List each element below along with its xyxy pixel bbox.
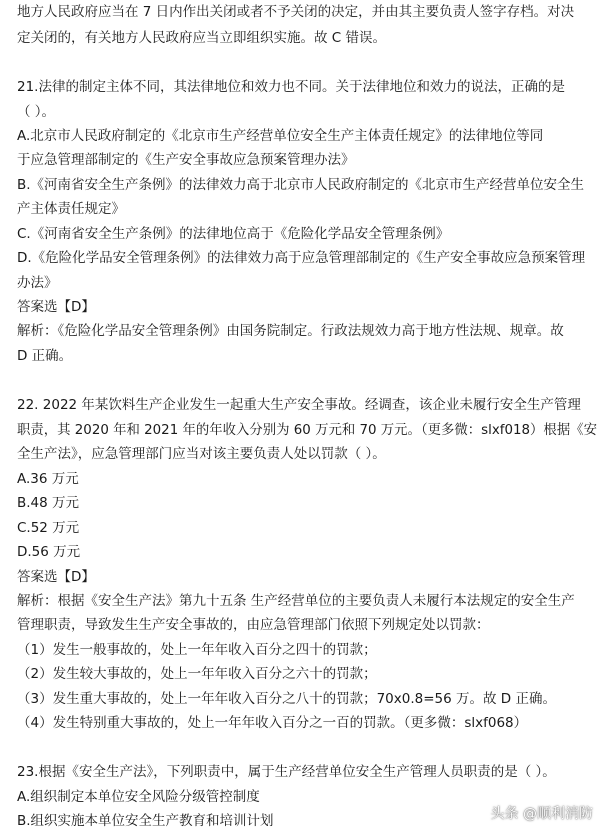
question-21-option-b: B.《河南省安全生产条例》的法律效力高于北京市人民政府制定的《北京市生产经营单位安全生: [17, 177, 585, 193]
question-23-option-b: B.组织实施本单位安全生产教育和培训计划: [17, 813, 274, 829]
question-21-option-d-cont: 办法》: [17, 275, 58, 291]
question-23-stem: 23.根据《安全生产法》，下列职责中，属于生产经营单位安全生产管理人员职责的是（ ）。: [17, 764, 556, 780]
question-22-answer: 答案选【D】: [17, 569, 95, 585]
question-21-option-a-cont: 于应急管理部制定的《生产安全事故应急预案管理办法》: [17, 152, 355, 168]
question-21-option-c: C.《河南省安全生产条例》的法律地位高于《危险化学品安全管理条例》: [17, 226, 450, 242]
question-22-stem-cont: 职责，其 2020 年和 2021 年的年收入分别为 60 万元和 70 万元。（更多微：slxf018）根据《安: [17, 422, 597, 438]
question-21-option-d: D.《危险化学品安全管理条例》的法律效力高于应急管理部制定的《生产安全事故应急预案管理: [17, 250, 586, 266]
question-22-rule-1: （1）发生一般事故的，处上一年年收入百分之四十的罚款；: [17, 642, 377, 658]
question-22-rule-4: （4）发生特别重大事故的，处上一年年收入百分之一百的罚款。（更多微：slxf068）: [17, 715, 528, 731]
question-21-option-b-cont: 产主体责任规定》: [17, 201, 125, 217]
question-22-option-a: A.36 万元: [17, 471, 79, 487]
question-22-rule-2: （2）发生较大事故的，处上一年年收入百分之六十的罚款；: [17, 666, 377, 682]
question-21-explanation-cont: D 正确。: [17, 348, 73, 364]
question-22-option-c: C.52 万元: [17, 520, 80, 536]
question-22-rule-3: （3）发生重大事故的，处上一年年收入百分之八十的罚款；70x0.8=56 万。故 D 正确。: [17, 691, 556, 707]
watermark: 头条 @顺利消防: [490, 806, 593, 822]
text-line: 地方人民政府应当在 7 日内作出关闭或者不予关闭的决定，并由其主要负责人签字存档。对决: [17, 4, 575, 20]
question-22-option-b: B.48 万元: [17, 495, 80, 511]
question-22-stem-cont: 全生产法》，应急管理部门应当对该主要负责人处以罚款（ ）。: [17, 446, 386, 462]
question-21-answer: 答案选【D】: [17, 299, 95, 315]
question-22-stem: 22. 2022 年某饮料生产企业发生一起重大生产安全事故。经调查，该企业未履行安全生产管理: [17, 397, 581, 413]
question-22-option-d: D.56 万元: [17, 544, 81, 560]
question-21-option-a: A.北京市人民政府制定的《北京市生产经营单位安全生产主体责任规定》的法律地位等同: [17, 128, 544, 144]
question-21-explanation: 解析：《危险化学品安全管理条例》由国务院制定。行政法规效力高于地方性法规、规章。故: [17, 323, 564, 339]
question-21-blank: （ ）。: [17, 104, 56, 120]
question-22-explanation-cont: 管理职责，导致发生生产安全事故的，由应急管理部门依照下列规定处以罚款：: [17, 617, 490, 633]
question-21-stem: 21.法律的制定主体不同，其法律地位和效力也不同。关于法律地位和效力的说法，正确的是: [17, 79, 565, 95]
question-23-option-a: A.组织制定本单位安全风险分级管控制度: [17, 789, 260, 805]
question-22-explanation: 解析：根据《安全生产法》第九十五条 生产经营单位的主要负责人未履行本法规定的安全生产: [17, 593, 575, 609]
text-line: 定关闭的，有关地方人民政府应当立即组织实施。故 C 错误。: [17, 30, 387, 46]
